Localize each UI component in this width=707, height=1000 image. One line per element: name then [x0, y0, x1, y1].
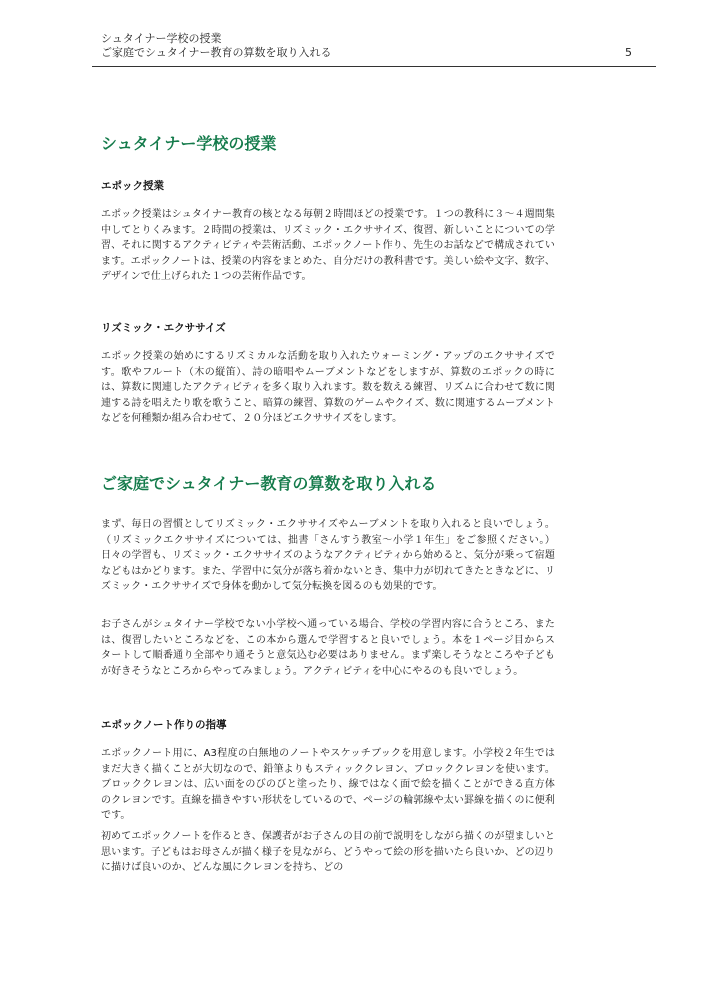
paragraph-notebook-guidance: 初めてエポックノートを作るとき、保護者がお子さんの目の前で説明をしながら描くのが望ましいと思います。子どもはお母さんが描く様子を見ながら、どうやって絵の形を描いたら良いか、どの辺りに描けば良いのか、どんな風にクレヨンを持ち、どの [101, 831, 555, 873]
paragraph-rhythmic-exercise: エポック授業の始めにするリズミカルな活動を取り入れたウォーミング・アップのエクササイズです。歌やフルート（木の縦笛）、詩の暗唱やムーブメントなどをしますが、算数のエポックの時には、算数に関連したアクティビティを多く取り入れます。数を数える練習、リズムに合わせて数に関連する詩を唱えたり歌を歌うこと、暗算の練習、算数のゲームやクイズ、数に関連するムーブメントなどを何種類か組み合わせて、２０分ほどエクササイズをします。 [101, 351, 555, 424]
running-header-chapter: シュタイナー学校の授業 [101, 32, 222, 45]
subheading-rhythmic-exercise: リズミック・エクササイズ [101, 322, 226, 334]
section-title-home-math: ご家庭でシュタイナー教育の算数を取り入れる [101, 474, 437, 493]
header-divider [92, 66, 656, 67]
page-number: 5 [625, 46, 632, 59]
paragraph-epoch-lesson: エポック授業はシュタイナー教育の核となる毎朝２時間ほどの授業です。１つの教科に３〜４週間集中してとりくみます。２時間の授業は、リズミック・エクササイズ、復習、新しいことについての学習、それに関するアクティビティや芸術活動、エポックノート作り、先生のお話などで構成されています。エポックノートは、授業の内容をまとめた、自分だけの教科書です。美しい絵や文字、数字、デザインで仕上げられた１つの芸術作品です。 [101, 209, 555, 282]
paragraph-school-content: お子さんがシュタイナー学校でない小学校へ通っている場合、学校の学習内容に合うところ、または、復習したいところなどを、この本から選んで学習すると良いでしょう。本を１ページ目からスタートして順番通り全部やり通そうと意気込む必要はありません。まず楽しそうなところや子どもが好きそうなところからやってみましょう。アクティビティを中心にやるのも良いでしょう。 [101, 619, 555, 677]
running-header-section: ご家庭でシュタイナー教育の算数を取り入れる [101, 46, 332, 59]
subheading-epoch-notebook: エポックノート作りの指導 [101, 719, 227, 731]
paragraph-notebook-materials: エポックノート用に、A3程度の白無地のノートやスケッチブックを用意します。小学校２年生ではまだ大きく描くことが大切なので、鉛筆よりもスティッククレヨン、ブロッククレヨンを使います。ブロッククレヨンは、広い面をのびのびと塗ったり、線ではなく面で絵を描くことができる直方体のクレヨンです。直線を描きやすい形状をしているので、ページの輪郭線や太い罫線を描くのに便利です。 [101, 748, 555, 821]
paragraph-home-routine: まず、毎日の習慣としてリズミック・エクササイズやムーブメントを取り入れると良いでしょう。（リズミックエクササイズについては、拙書「さんすう教室〜小学１年生」をご参照ください。）日々の学習も、リズミック・エクササイズのようなアクティビティから始めると、気分が乗って宿題などもはかどります。また、学習中に気分が落ち着かないとき、集中力が切れてきたときなどに、リズミック・エクササイズで身体を動かして気分転換を図るのも効果的です。 [101, 519, 555, 592]
running-header [101, 32, 656, 60]
subheading-epoch-lesson: エポック授業 [101, 180, 164, 192]
section-title-steiner-lessons: シュタイナー学校の授業 [101, 134, 277, 153]
